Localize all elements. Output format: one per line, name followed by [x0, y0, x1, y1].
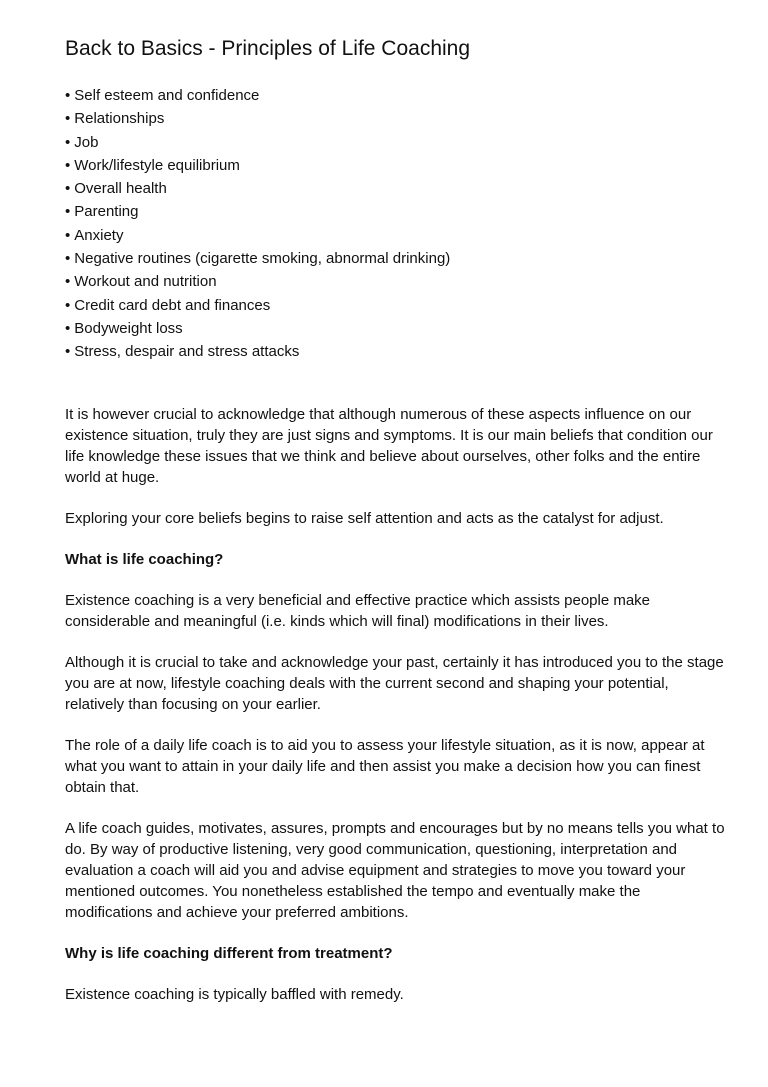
list-item: • Workout and nutrition [65, 273, 217, 291]
bullet-icon: • [65, 133, 71, 151]
bullet-icon: • [65, 343, 71, 361]
bullet-icon: • [65, 250, 71, 268]
paragraph-7: Existence coaching is typically baffled with remedy. [65, 985, 404, 1003]
spacer [65, 570, 725, 590]
paragraph-2: Exploring your core beliefs begins to raise self attention and acts as the catalyst for adjust. [65, 509, 664, 527]
list-item: • Work/lifestyle equilibrium [65, 156, 240, 174]
bullet-icon: • [65, 273, 71, 291]
document-page [65, 34, 725, 1005]
spacer [65, 529, 725, 549]
list-item: • Overall health [65, 180, 167, 198]
spacer [65, 798, 725, 818]
section-heading-what-is-life-coaching: What is life coaching? [65, 550, 224, 568]
bullet-icon: • [65, 203, 71, 221]
list-item: • Stress, despair and stress attacks [65, 343, 300, 361]
bullet-icon: • [65, 87, 71, 104]
spacer [65, 488, 725, 508]
list-item: • Negative routines (cigarette smoking, abnormal drinking) [65, 250, 451, 268]
paragraph-4: Although it is crucial to take and acknowledge your past, certainly it has introduced you to the stage you are at now, lifestyle coaching deals with the current second and shaping your potential, relatively than focusing on your earlier. [65, 653, 724, 713]
list-item: • Bodyweight loss [65, 319, 183, 337]
spacer [65, 964, 725, 984]
paragraph-1: It is however crucial to acknowledge that although numerous of these aspects influence on our existence situation, truly they are just signs and symptoms. It is our main beliefs that condition our life knowledge these issues that we think and believe about ourselves, other folks and the entire world at huge. [65, 405, 713, 486]
list-item: • Parenting [65, 203, 139, 221]
bullet-icon: • [65, 319, 71, 337]
bullet-icon: • [65, 110, 71, 128]
paragraph-6: A life coach guides, motivates, assures, prompts and encourages but by no means tells you what to do. By way of productive listening, very good communication, questioning, interpretation and evaluation a coach will aid you and advise equipment and strategies to move you toward your mentioned outcomes. You nonetheless established the tempo and eventually make the modifications and achieve your preferred ambitions. [65, 819, 725, 921]
spacer [65, 632, 725, 652]
spacer [65, 715, 725, 735]
list-item: • Job [65, 133, 99, 151]
list-item: • Self esteem and confidence [65, 87, 260, 104]
paragraph-3: Existence coaching is a very beneficial and effective practice which assists people make considerable and meaningful (i.e. kinds which will final) modifications in their lives. [65, 591, 651, 630]
paragraph-5: The role of a daily life coach is to aid you to assess your lifestyle situation, as it is now, appear at what you want to attain in your daily life and then assist you make a decision how you can finest obtain that. [65, 736, 705, 796]
page-title: Back to Basics - Principles of Life Coaching [65, 37, 471, 60]
spacer [65, 923, 725, 943]
bullet-icon: • [65, 226, 71, 244]
list-item: • Relationships [65, 110, 165, 128]
list-item: • Anxiety [65, 226, 124, 244]
bullet-icon: • [65, 180, 71, 198]
bullet-icon: • [65, 296, 71, 314]
bullet-icon: • [65, 156, 71, 174]
list-item: • Credit card debt and finances [65, 296, 271, 314]
topic-list [65, 84, 725, 364]
spacer [65, 364, 725, 404]
section-heading-why-different: Why is life coaching different from treatment? [65, 944, 393, 962]
